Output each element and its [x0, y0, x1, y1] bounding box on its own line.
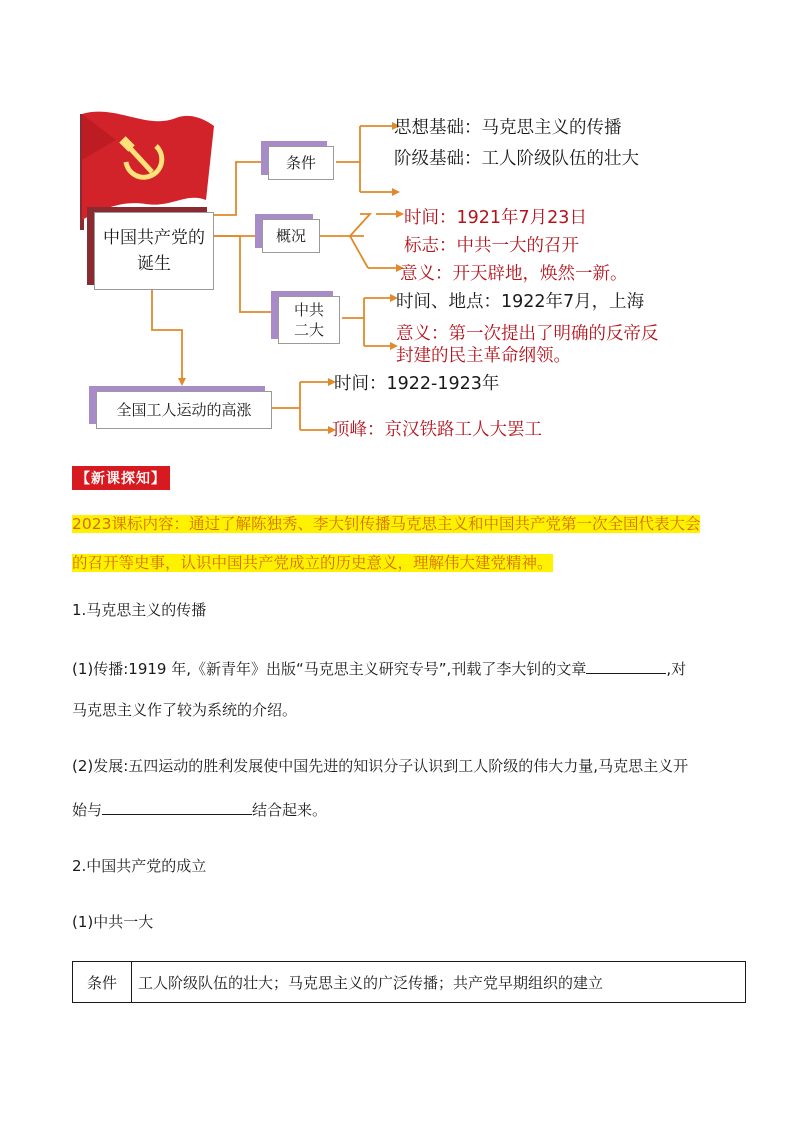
standard-year: 2023 [72, 515, 112, 533]
heading-first-congress: (1)中共一大 [72, 913, 154, 931]
blank-combine-with[interactable] [102, 800, 252, 815]
para-spread-line-1 [72, 658, 686, 679]
para-spread-line-2: 马克思主义作了较为系统的介绍。 [72, 701, 298, 719]
standard-line1-text: 课标内容：通过了解陈独秀、李大钊传播马克思主义和中国共产党第一次全国代表大会 [111, 515, 701, 533]
para-development-line-2 [72, 799, 327, 820]
table-value-cell: 工人阶级队伍的壮大；马克思主义的广泛传播；共产党早期组织的建立 [132, 962, 746, 1003]
leaf-congress-significance-1: 意义：第一次提出了明确的反帝反 [396, 324, 659, 344]
heading-party-founding: 2.中国共产党的成立 [72, 857, 207, 875]
branch-second-congress [278, 296, 340, 344]
para-development-text-b: 结合起来。 [252, 801, 328, 819]
para-development-text-a: 始与 [72, 801, 103, 819]
leaf-class-basis: 阶级基础：工人阶级队伍的壮大 [394, 149, 639, 169]
standard-line-1 [72, 512, 700, 534]
leaf-labor-time: 时间：1922-1923年 [334, 374, 500, 394]
branch-labor-movement [96, 391, 272, 429]
branch-second-congress-label-1: 中共 [293, 301, 324, 319]
leaf-congress-significance-2: 封建的民主革命纲领。 [396, 346, 571, 366]
blank-article-title[interactable] [586, 659, 666, 674]
table-row [73, 962, 746, 1003]
first-congress-table [72, 961, 746, 1003]
section-tag: 【新课探知】 [72, 466, 170, 490]
para-development-line-1: (2)发展:五四运动的胜利发展使中国先进的知识分子认识到工人阶级的伟大力量,马克思主义开 [72, 757, 689, 775]
branch-conditions-label: 条件 [285, 154, 316, 172]
branch-labor-movement-label: 全国工人运动的高涨 [116, 401, 252, 419]
leaf-sign: 标志：中共一大的召开 [404, 236, 579, 256]
para-spread-text-b: ,对 [666, 660, 687, 678]
leaf-significance: 意义：开天辟地，焕然一新。 [400, 264, 628, 284]
table-header-cell: 条件 [73, 962, 132, 1003]
branch-overview-label: 概况 [275, 227, 306, 245]
heading-marxism-spread: 1.马克思主义的传播 [72, 601, 207, 619]
mindmap-root-label: 中国共产党的诞生 [103, 228, 205, 274]
leaf-time: 时间：1921年7月23日 [404, 208, 587, 228]
branch-conditions [268, 146, 334, 180]
branch-overview [262, 219, 320, 253]
leaf-labor-peak: 顶峰：京汉铁路工人大罢工 [332, 420, 542, 440]
leaf-ideological-basis: 思想基础：马克思主义的传播 [394, 118, 622, 138]
standard-line2-text: 的召开等史事，认识中国共产党成立的历史意义，理解伟大建党精神。 [72, 554, 553, 572]
para-spread-text-a: (1)传播:1919 年,《新青年》出版“马克思主义研究专号”,刊载了李大钊的文章 [72, 660, 587, 678]
branch-second-congress-label-2: 二大 [293, 321, 324, 339]
leaf-time-place: 时间、地点：1922年7月，上海 [396, 292, 645, 312]
standard-line-2 [72, 551, 553, 573]
mindmap-root [94, 212, 214, 290]
